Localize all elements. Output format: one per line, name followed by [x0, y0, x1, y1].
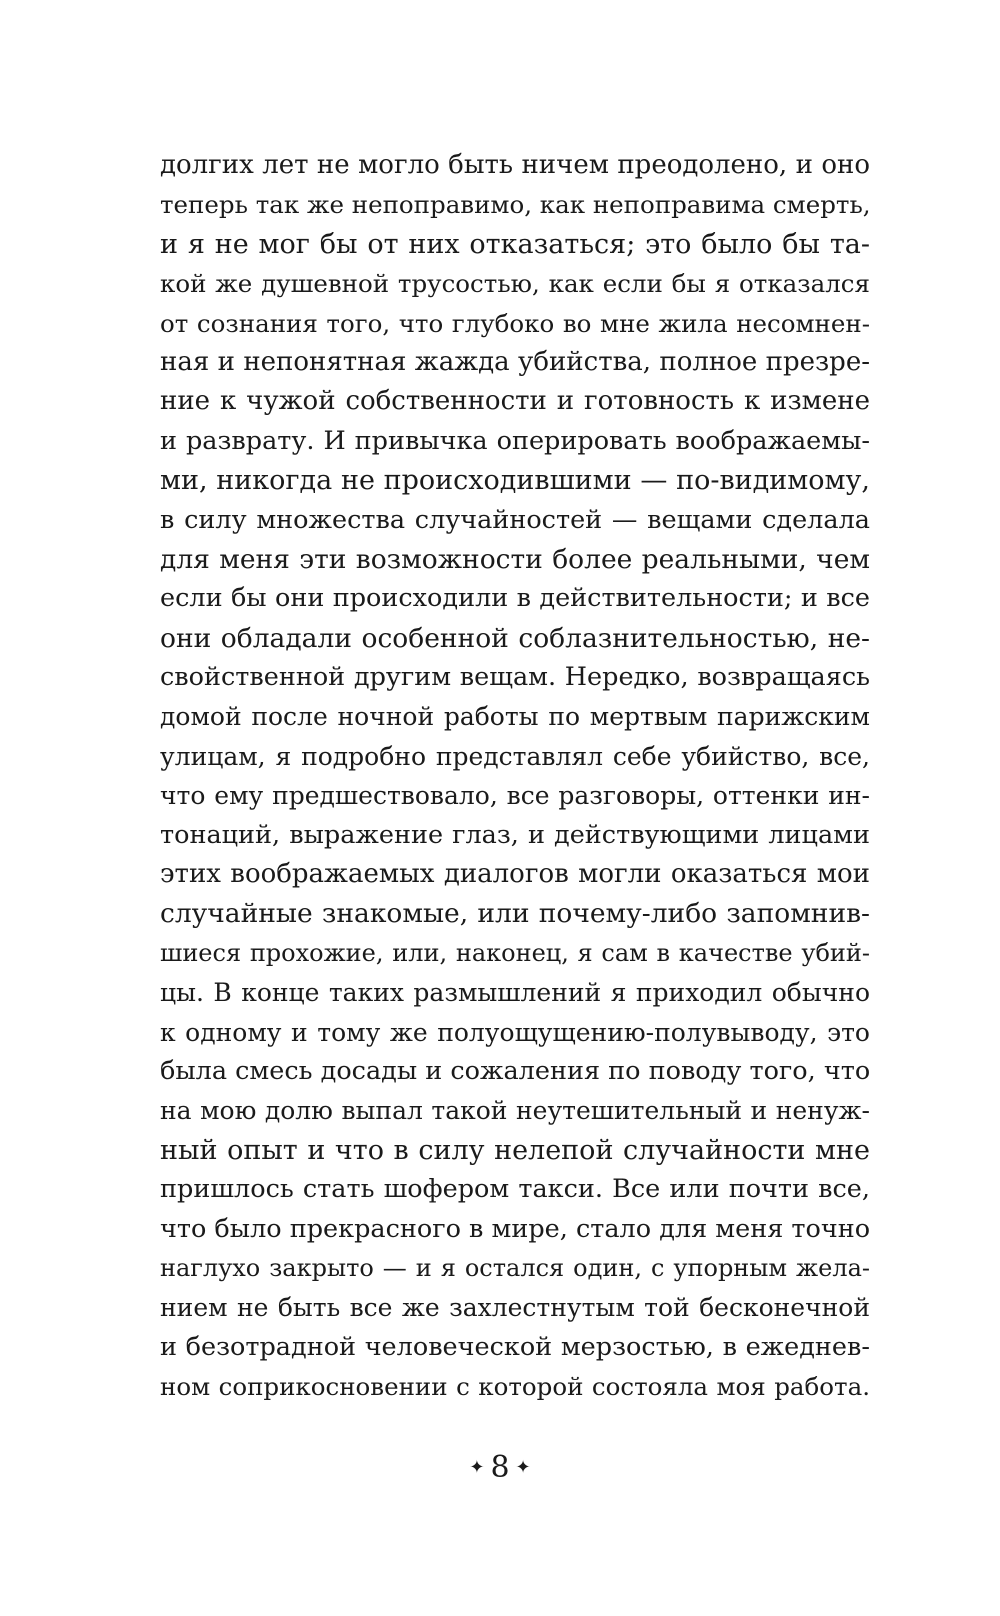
text-line: ная и непонятная жажда убийства, полное презре-	[160, 346, 870, 377]
text-line: свойственной другим вещам. Нередко, возвращаясь	[160, 662, 870, 693]
text-line: что было прекрасного в мире, стало для меня точно	[160, 1213, 871, 1244]
text-line: в силу множества случайностей — вещами сделала	[160, 504, 870, 535]
text-line: кой же душевной трусостью, как если бы я отказался	[160, 269, 870, 299]
text-line: этих воображаемых диалогов могли оказаться мои	[160, 859, 870, 890]
page-footer	[0, 1450, 1000, 1485]
text-line: и разврату. И привычка оперировать воображаемы-	[160, 425, 870, 456]
left-ornament-icon: ✦	[469, 1456, 485, 1478]
text-line: улицам, я подробно представлял себе убийство, все,	[160, 741, 870, 771]
text-line: пришлось стать шофером такси. Все или почти все,	[160, 1174, 870, 1205]
text-line: нием не быть все же захлестнутым той бесконечной	[160, 1293, 870, 1323]
text-line: ние к чужой собственности и готовность к измене	[160, 386, 870, 417]
page-number: 8	[490, 1450, 510, 1485]
text-line: для меня эти возможности более реальными, чем	[160, 543, 870, 575]
text-line: домой после ночной работы по мертвым парижским	[160, 702, 870, 732]
text-line: шиеся прохожие, или, наконец, я сам в качестве убий-	[160, 938, 870, 967]
text-line: случайные знакомые, или почему-либо запомнив-	[160, 898, 870, 930]
text-line: к одному и тому же полуощущению-полувыводу, это	[160, 1017, 870, 1047]
text-line: теперь так же непоправимо, как непоправима смерть,	[160, 190, 871, 220]
text-line: ном соприкосновении с которой состояла моя работа.	[160, 1372, 870, 1402]
text-line: они обладали особенной соблазнительностью, не-	[160, 622, 870, 654]
text-line: цы. В конце таких размышлений я приходил обычно	[160, 978, 870, 1008]
text-line: от сознания того, что глубоко во мне жила несомнен-	[160, 308, 870, 338]
body-text	[160, 146, 870, 1407]
text-line: если бы они происходили в действительности; и все	[160, 583, 870, 614]
text-line: тонаций, выражение глаз, и действующими лицами	[160, 819, 870, 850]
text-line: что ему предшествовало, все разговоры, оттенки ин-	[160, 781, 870, 811]
text-line: наглухо закрыто — и я остался один, с упорным жела-	[160, 1253, 870, 1282]
text-line: была смесь досады и сожаления по поводу того, что	[160, 1055, 871, 1086]
text-line: на мою долю выпал такой неутешительный и ненуж-	[160, 1096, 870, 1126]
text-line: долгих лет не могло быть ничем преодолено, и оно	[160, 150, 870, 180]
text-line: ный опыт и что в силу нелепой случайности мне	[160, 1134, 870, 1166]
text-line: и я не мог бы от них отказаться; это было бы та-	[160, 228, 870, 260]
text-line: и безотрадной человеческой мерзостью, в ежеднев-	[160, 1331, 870, 1362]
text-line: ми, никогда не происходившими — по-видимому,	[160, 465, 870, 497]
right-ornament-icon: ✦	[515, 1456, 531, 1478]
